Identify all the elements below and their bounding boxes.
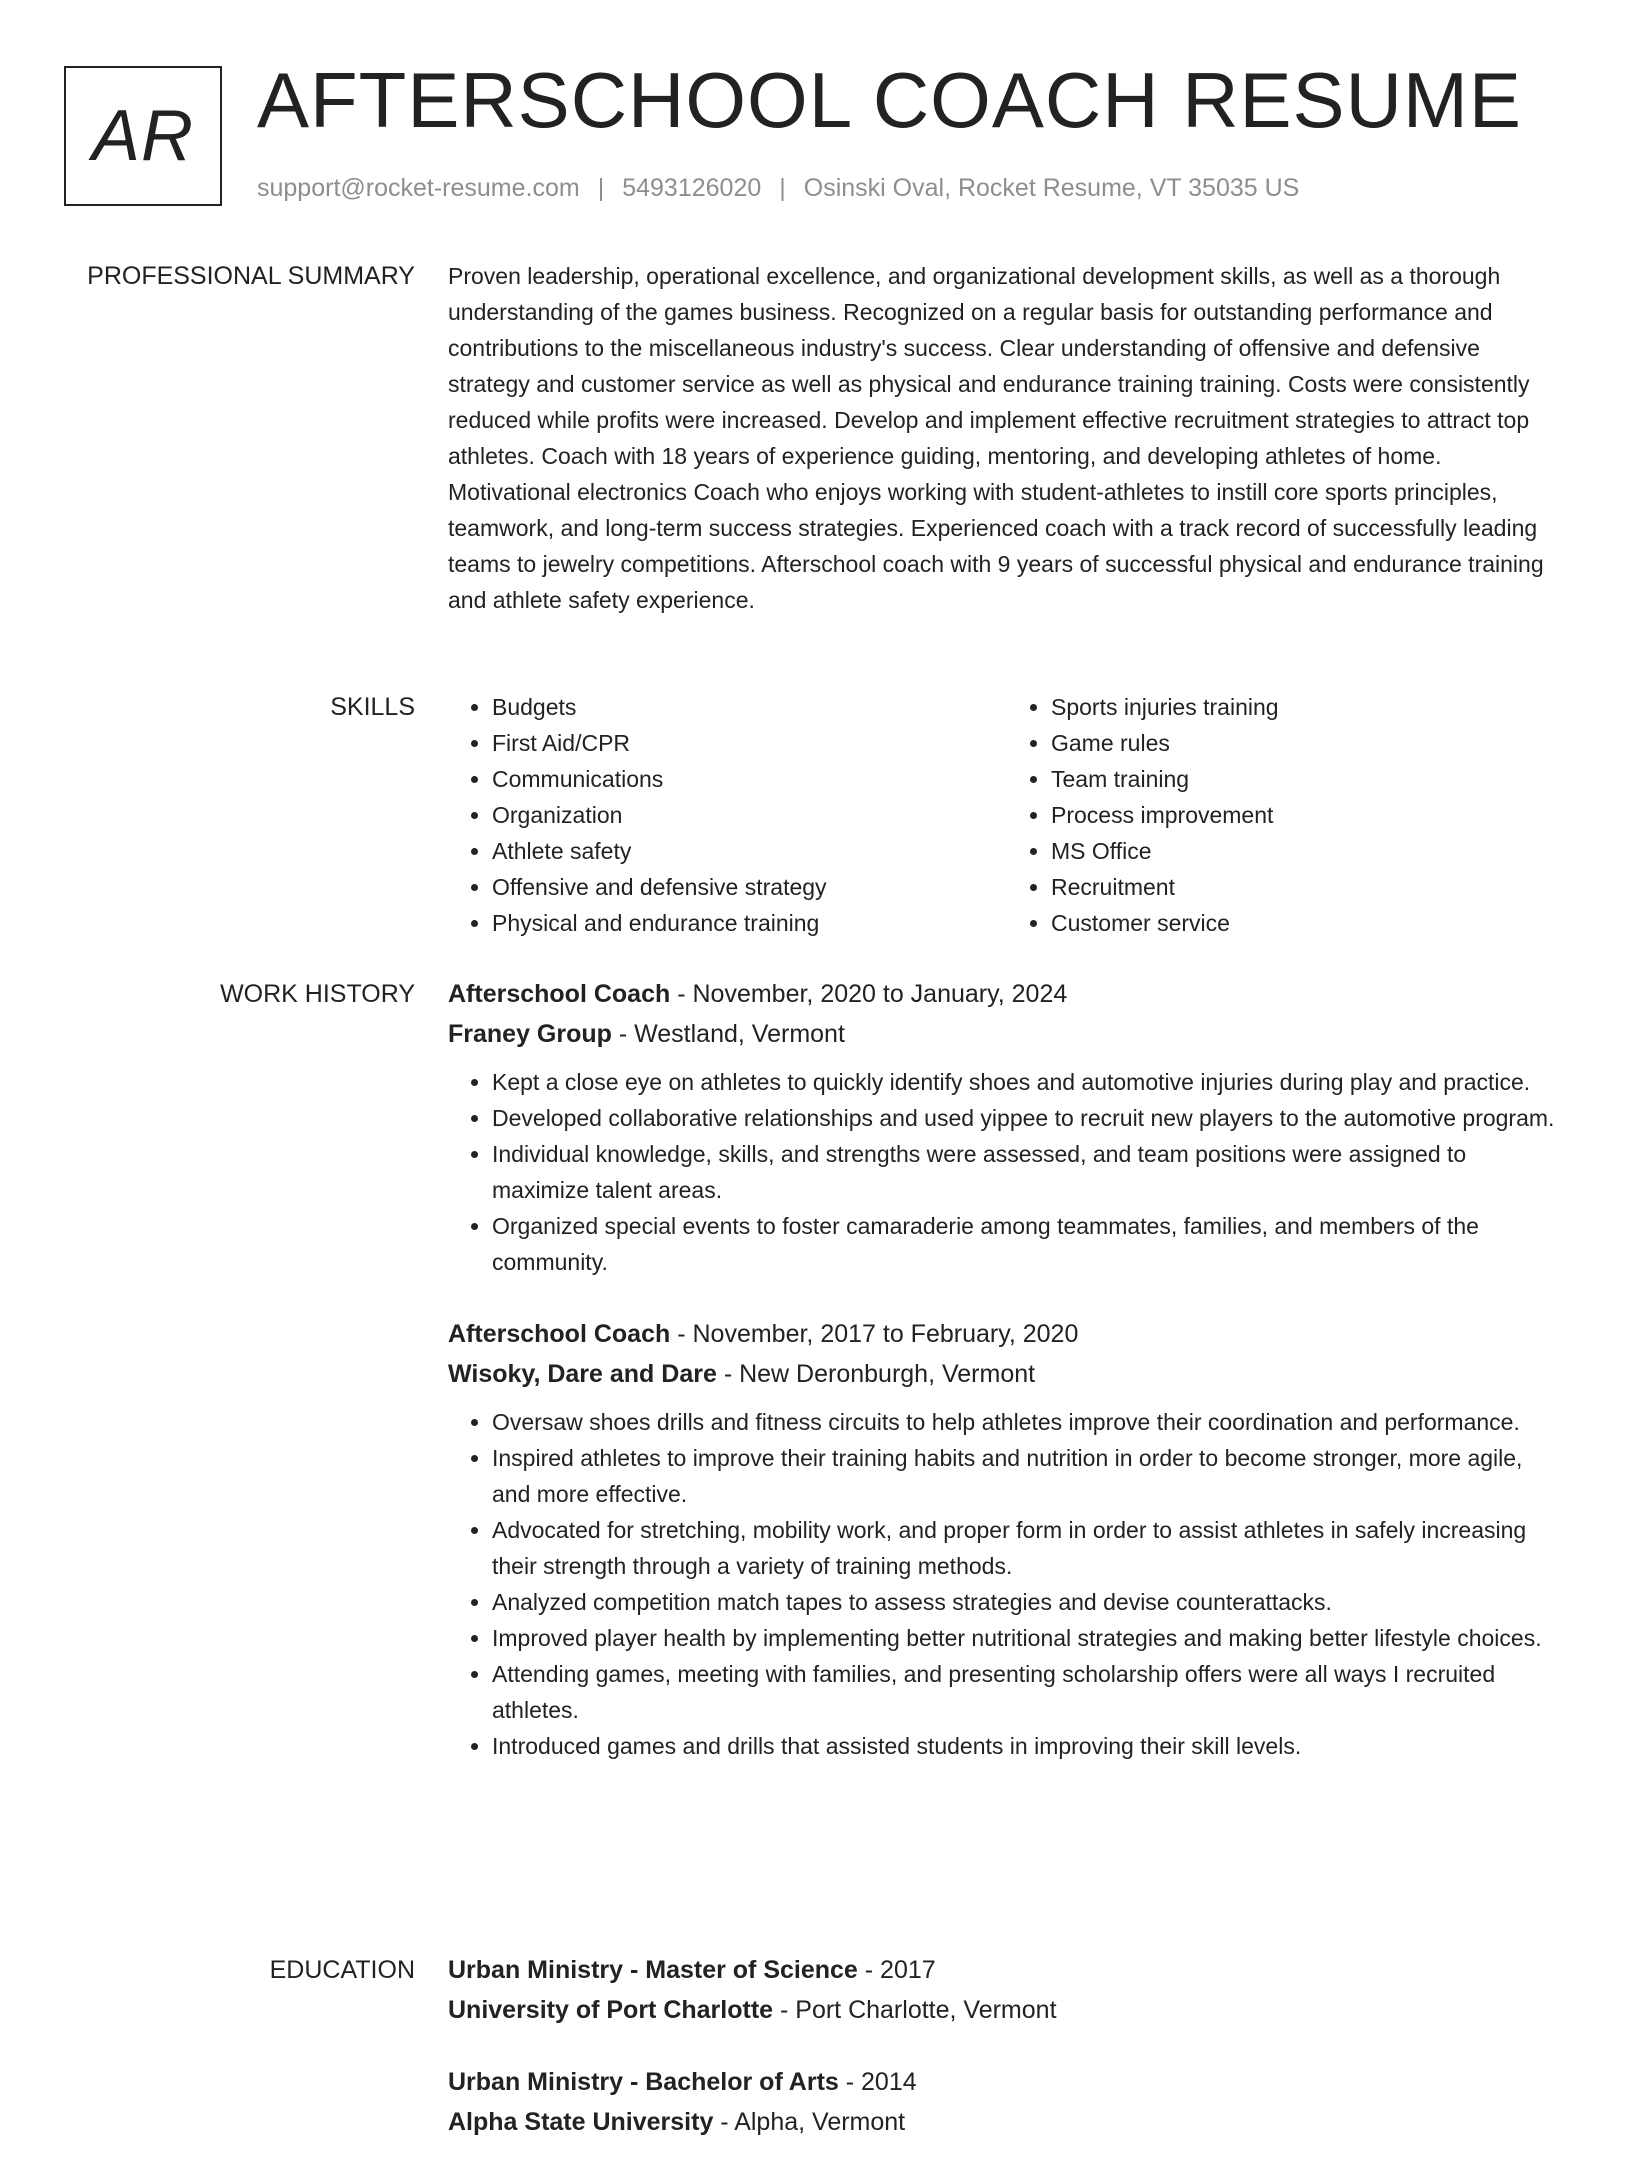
job-title-line (448, 1314, 1566, 1354)
contact-separator: | (779, 174, 786, 202)
education-heading: EDUCATION (269, 1956, 415, 1984)
job-location: - Westland, Vermont (611, 1020, 845, 1048)
resume-title: AFTERSCHOOL COACH RESUME (257, 56, 1522, 144)
skills-heading: SKILLS (330, 693, 415, 721)
skills-list-right (1007, 689, 1566, 941)
work-history-body (448, 974, 1566, 1798)
job-bullet: • Improved player health by implementing better nutritional strategies and making better lifestyle choices. (492, 1620, 1566, 1656)
education-location: - Port Charlotte, Vermont (773, 1996, 1057, 2024)
skill-item: • Process improvement (1051, 797, 1566, 833)
job-entry (448, 1314, 1566, 1764)
education-entry (448, 1950, 1566, 2030)
job-bullets (448, 1404, 1566, 1764)
contact-phone: 5493126020 (622, 174, 762, 202)
summary-heading: PROFESSIONAL SUMMARY (87, 262, 415, 290)
contact-address: Osinski Oval, Rocket Resume, VT 35035 US (803, 174, 1300, 202)
summary-body (448, 258, 1566, 618)
job-bullet: • Attending games, meeting with families, and presenting scholarship offers were all ways I recruited athletes. (492, 1656, 1566, 1728)
skill-item: • Physical and endurance training (492, 905, 1007, 941)
work-history-heading: WORK HISTORY (220, 980, 415, 1008)
job-company-line (448, 1014, 1566, 1054)
education-degree-line (448, 2062, 1566, 2102)
contact-separator: | (597, 174, 605, 202)
job-dates: - November, 2020 to January, 2024 (670, 980, 1068, 1008)
job-bullet: • Oversaw shoes drills and fitness circuits to help athletes improve their coordination and performance. (492, 1404, 1566, 1440)
skill-item: • Budgets (492, 689, 1007, 725)
skill-item: • Communications (492, 761, 1007, 797)
job-bullet: • Introduced games and drills that assisted students in improving their skill levels. (492, 1728, 1566, 1764)
education-body (448, 1950, 1566, 2174)
skill-item: • Game rules (1051, 725, 1566, 761)
monogram-box: AR (64, 66, 222, 206)
job-location: - New Deronburgh, Vermont (716, 1360, 1036, 1388)
skill-item: • Customer service (1051, 905, 1566, 941)
skill-item: • First Aid/CPR (492, 725, 1007, 761)
job-bullet: • Advocated for stretching, mobility work, and proper form in order to assist athletes in safely increasing their strength through a variety of training methods. (492, 1512, 1566, 1584)
education-school: Alpha State University (448, 2108, 714, 2136)
education-location: - Alpha, Vermont (713, 2108, 906, 2136)
job-company: Wisoky, Dare and Dare (448, 1360, 717, 1388)
education-entry (448, 2062, 1566, 2142)
job-bullet: • Developed collaborative relationships and used yippee to recruit new players to the automotive program. (492, 1100, 1566, 1136)
job-bullets (448, 1064, 1566, 1280)
skills-list-left (448, 689, 1007, 941)
job-bullet: • Kept a close eye on athletes to quickly identify shoes and automotive injuries during play and practice. (492, 1064, 1566, 1100)
skill-item: • Sports injuries training (1051, 689, 1566, 725)
skill-item: • Team training (1051, 761, 1566, 797)
job-bullet: • Analyzed competition match tapes to assess strategies and devise counterattacks. (492, 1584, 1566, 1620)
education-school: University of Port Charlotte (448, 1996, 774, 2024)
education-year: - 2014 (838, 2068, 917, 2096)
education-year: - 2017 (857, 1956, 936, 1984)
education-school-line (448, 2102, 1566, 2142)
education-degree: Urban Ministry - Master of Science (448, 1956, 858, 1984)
job-title: Afterschool Coach (448, 980, 671, 1008)
education-school-line (448, 1990, 1566, 2030)
skill-item: • Organization (492, 797, 1007, 833)
education-degree: Urban Ministry - Bachelor of Arts (448, 2068, 839, 2096)
skill-item: • Offensive and defensive strategy (492, 869, 1007, 905)
skills-grid (448, 689, 1566, 941)
job-title-line (448, 974, 1566, 1014)
skill-item: • MS Office (1051, 833, 1566, 869)
skill-item: • Athlete safety (492, 833, 1007, 869)
job-bullet: • Individual knowledge, skills, and strengths were assessed, and team positions were assigned to maximize talent areas. (492, 1136, 1566, 1208)
job-dates: - November, 2017 to February, 2020 (670, 1320, 1079, 1348)
job-bullet: • Organized special events to foster camaraderie among teammates, families, and members of the community. (492, 1208, 1566, 1280)
contact-line (257, 174, 1299, 203)
contact-email: support@rocket-resume.com (257, 174, 580, 202)
job-company: Franey Group (448, 1020, 612, 1048)
job-company-line (448, 1354, 1566, 1394)
job-title: Afterschool Coach (448, 1320, 671, 1348)
job-entry (448, 974, 1566, 1280)
skill-item: • Recruitment (1051, 869, 1566, 905)
education-degree-line (448, 1950, 1566, 1990)
summary-text: Proven leadership, operational excellence, and organizational development skills, as well as a thorough understanding of the games business. Recognized on a regular basis for outstanding performance and contributions to the miscellaneous industry's success. Clear understanding of offensive and defensive strategy and customer service as well as physical and endurance training training. Costs were consistently reduced while profits were increased. Develop and implement effective recruitment strategies to attract top athletes. Coach with 18 years of experience guiding, mentoring, and developing athletes of home. Motivational electronics Coach who enjoys working with student-athletes to instill core sports principles, teamwork, and long-term success strategies. Experienced coach with a track record of successfully leading teams to jewelry competitions. Afterschool coach with 9 years of successful physical and endurance training and athlete safety experience. (448, 263, 1544, 613)
job-bullet: • Inspired athletes to improve their training habits and nutrition in order to become stronger, more agile, and more effective. (492, 1440, 1566, 1512)
